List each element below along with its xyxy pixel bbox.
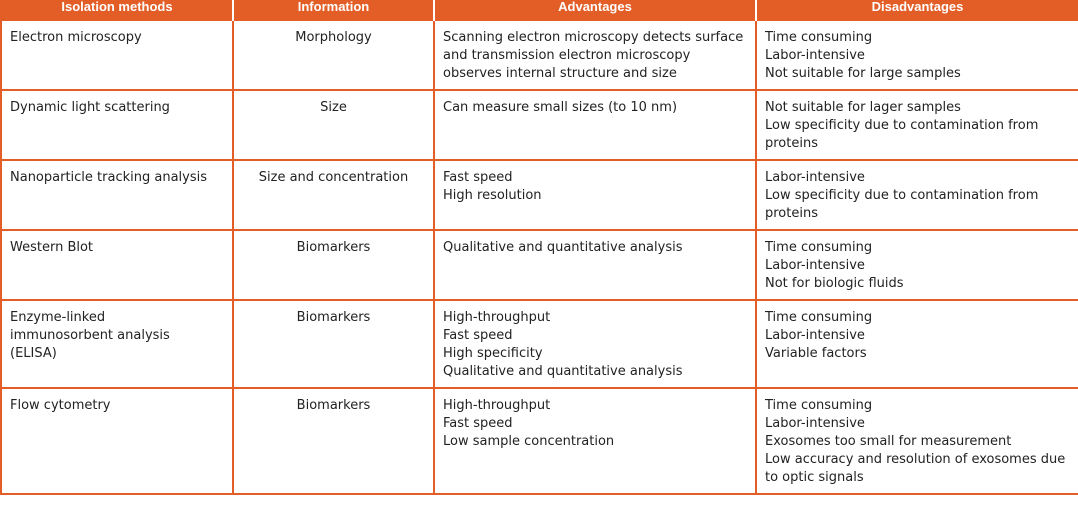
advantage-item: High specificity [443, 346, 543, 361]
method-name: Dynamic light scattering [10, 100, 170, 115]
method-cell [1, 300, 233, 388]
disadvantages-cell [756, 300, 1078, 388]
information-cell [233, 230, 434, 300]
method-cell [1, 90, 233, 160]
disadvantage-item: Not suitable for large samples [765, 66, 961, 81]
advantages-cell [434, 160, 756, 230]
header-advantages: Advantages [434, 0, 756, 20]
header-isolation-methods: Isolation methods [1, 0, 233, 20]
information-text: Biomarkers [296, 240, 371, 255]
table-header-row [1, 0, 1078, 20]
disadvantage-item: Low specificity due to contamination from [765, 188, 1039, 203]
disadvantage-item: to optic signals [765, 470, 864, 485]
information-text: Biomarkers [296, 398, 371, 413]
table-row [1, 300, 1078, 388]
method-name-line: immunosorbent analysis [10, 328, 170, 343]
disadvantage-item: Labor-intensive [765, 258, 865, 273]
disadvantage-item: Low accuracy and resolution of exosomes due [765, 452, 1066, 467]
advantage-item: Qualitative and quantitative analysis [443, 240, 683, 255]
header-disadvantages: Disadvantages [756, 0, 1078, 20]
method-cell [1, 20, 233, 90]
information-text: Biomarkers [296, 310, 371, 325]
information-cell [233, 160, 434, 230]
disadvantages-cell [756, 230, 1078, 300]
advantages-cell [434, 230, 756, 300]
disadvantage-item: Time consuming [765, 240, 873, 255]
method-name: Nanoparticle tracking analysis [10, 170, 207, 185]
method-cell [1, 388, 233, 494]
method-cell [1, 230, 233, 300]
table-row [1, 20, 1078, 90]
information-cell [233, 300, 434, 388]
disadvantage-item: Low specificity due to contamination from [765, 118, 1039, 133]
advantages-cell [434, 300, 756, 388]
advantage-item: High-throughput [443, 398, 551, 413]
disadvantage-item: Time consuming [765, 30, 873, 45]
disadvantage-item: Exosomes too small for measurement [765, 434, 1012, 449]
disadvantage-item: Variable factors [765, 346, 867, 361]
information-text: Morphology [295, 30, 372, 45]
advantage-item: Can measure small sizes (to 10 nm) [443, 100, 678, 115]
disadvantages-cell [756, 388, 1078, 494]
method-name-line: Enzyme-linked [10, 310, 106, 325]
information-text: Size and concentration [258, 170, 409, 185]
disadvantage-item: Time consuming [765, 310, 873, 325]
advantage-item: Fast speed [443, 170, 513, 185]
disadvantages-cell [756, 90, 1078, 160]
method-name: Flow cytometry [10, 398, 111, 413]
information-text: Size [320, 100, 347, 115]
disadvantage-item: Labor-intensive [765, 170, 865, 185]
advantage-item: Fast speed [443, 416, 513, 431]
advantage-item: and transmission electron microscopy [443, 48, 691, 63]
table-row [1, 90, 1078, 160]
advantage-item: Fast speed [443, 328, 513, 343]
advantage-item: Low sample concentration [443, 434, 615, 449]
disadvantage-item: proteins [765, 136, 818, 151]
disadvantage-item: Not suitable for lager samples [765, 100, 961, 115]
table-row [1, 230, 1078, 300]
information-cell [233, 388, 434, 494]
header-information: Information [233, 0, 434, 20]
table-row [1, 160, 1078, 230]
advantages-cell [434, 20, 756, 90]
information-cell [233, 90, 434, 160]
advantage-item: Scanning electron microscopy detects surface [443, 30, 744, 45]
method-name-line: (ELISA) [10, 346, 57, 361]
table-row [1, 388, 1078, 494]
disadvantage-item: Labor-intensive [765, 416, 865, 431]
advantage-item: High-throughput [443, 310, 551, 325]
disadvantage-item: Not for biologic fluids [765, 276, 904, 291]
disadvantage-item: Time consuming [765, 398, 873, 413]
disadvantage-item: Labor-intensive [765, 328, 865, 343]
method-name: Electron microscopy [10, 30, 142, 45]
disadvantage-item: proteins [765, 206, 818, 221]
disadvantages-cell [756, 160, 1078, 230]
disadvantage-item: Labor-intensive [765, 48, 865, 63]
method-name: Western Blot [10, 240, 94, 255]
advantages-cell [434, 388, 756, 494]
advantages-cell [434, 90, 756, 160]
advantage-item: High resolution [443, 188, 542, 203]
disadvantages-cell [756, 20, 1078, 90]
method-cell [1, 160, 233, 230]
information-cell [233, 20, 434, 90]
advantage-item: Qualitative and quantitative analysis [443, 364, 683, 379]
advantage-item: observes internal structure and size [443, 66, 677, 81]
